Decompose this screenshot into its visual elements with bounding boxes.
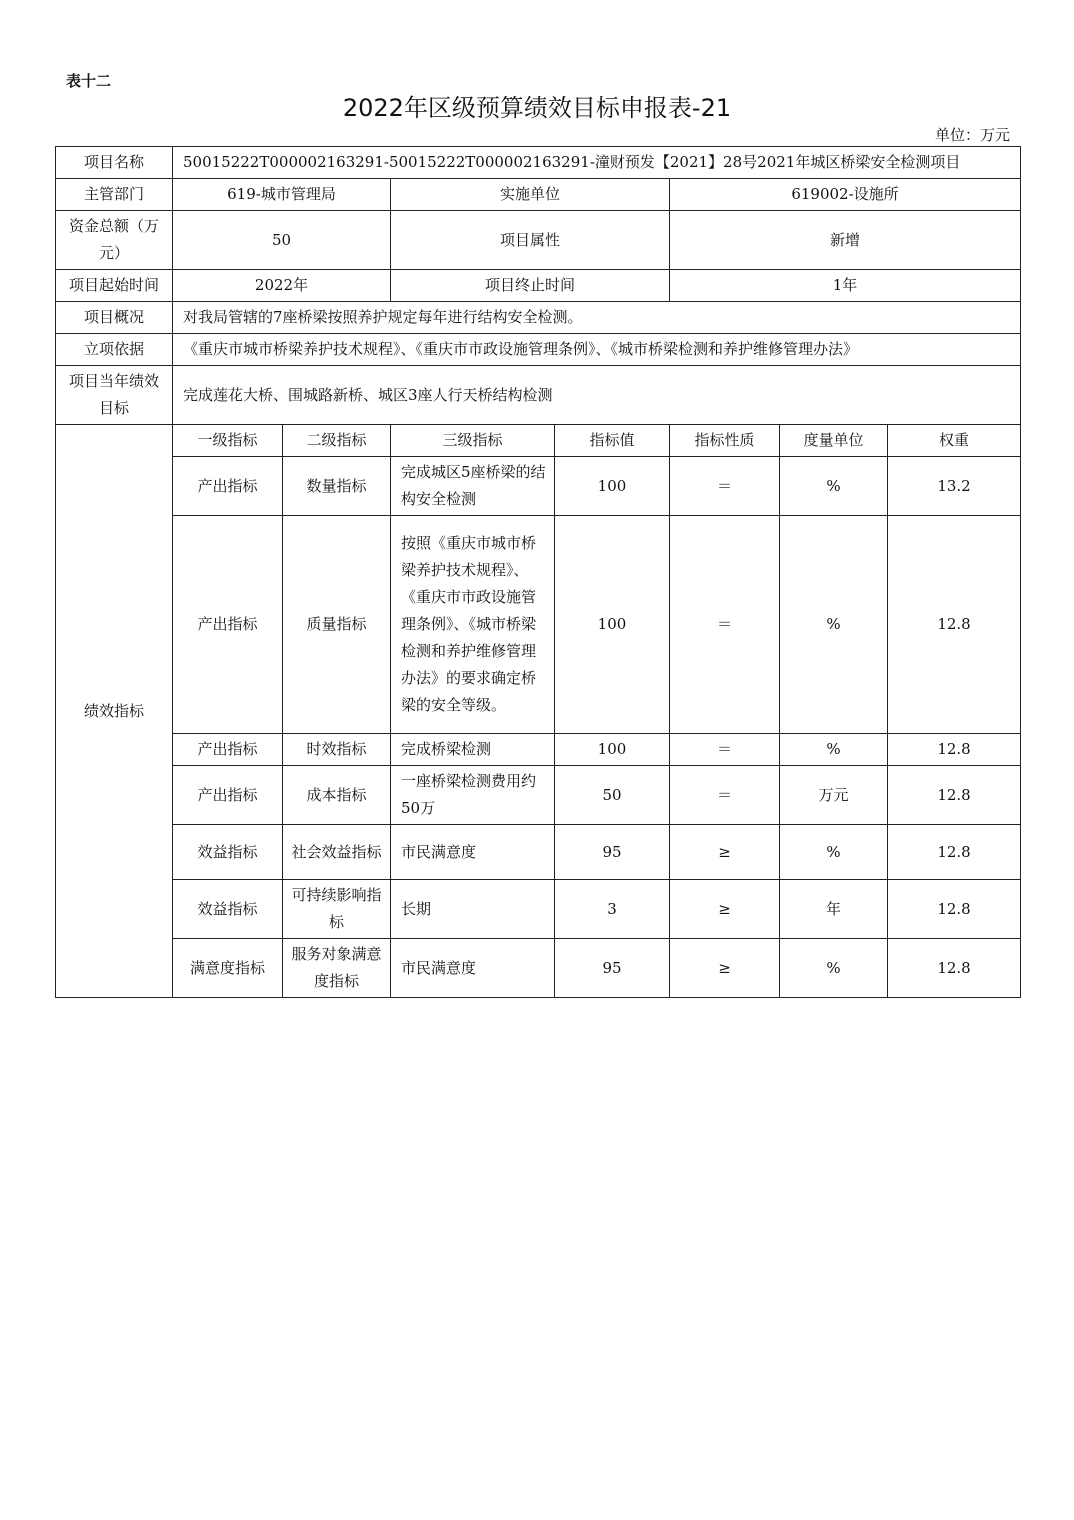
cell-nature: ≥ — [670, 939, 780, 998]
start-label: 项目起始时间 — [56, 270, 173, 302]
cell-weight: 12.8 — [888, 939, 1021, 998]
row-goal — [56, 366, 1021, 425]
attr-value: 新增 — [670, 211, 1021, 270]
header-l3: 三级指标 — [391, 425, 555, 457]
cell-l3: 按照《重庆市城市桥梁养护技术规程》、《重庆市市政设施管理条例》、《城市桥梁检测和养护维修管理办法》的要求确定桥梁的安全等级。 — [391, 516, 555, 734]
goal-value: 完成莲花大桥、围城路新桥、城区3座人行天桥结构检测 — [173, 366, 1021, 425]
cell-unit: 年 — [780, 880, 888, 939]
cell-l2: 成本指标 — [283, 766, 391, 825]
cell-unit: 万元 — [780, 766, 888, 825]
cell-l3: 长期 — [391, 880, 555, 939]
header-nature: 指标性质 — [670, 425, 780, 457]
cell-l3: 市民满意度 — [391, 939, 555, 998]
cell-value: 50 — [555, 766, 670, 825]
indicator-header-row — [56, 425, 1021, 457]
attr-label: 项目属性 — [391, 211, 670, 270]
cell-weight: 12.8 — [888, 516, 1021, 734]
basis-value: 《重庆市城市桥梁养护技术规程》、《重庆市市政设施管理条例》、《城市桥梁检测和养护维修管理办法》 — [173, 334, 1021, 366]
cell-value: 95 — [555, 939, 670, 998]
cell-unit: % — [780, 825, 888, 880]
header-value: 指标值 — [555, 425, 670, 457]
table-row — [56, 939, 1021, 998]
cell-unit: % — [780, 457, 888, 516]
cell-value: 3 — [555, 880, 670, 939]
cell-unit: % — [780, 734, 888, 766]
dept-label: 主管部门 — [56, 179, 173, 211]
cell-weight: 13.2 — [888, 457, 1021, 516]
cell-nature: ＝ — [670, 766, 780, 825]
table-row — [56, 825, 1021, 880]
indicators-section-label: 绩效指标 — [56, 425, 173, 998]
cell-l1: 效益指标 — [173, 825, 283, 880]
impl-label: 实施单位 — [391, 179, 670, 211]
cell-weight: 12.8 — [888, 766, 1021, 825]
cell-nature: ≥ — [670, 825, 780, 880]
cell-l2: 可持续影响指标 — [283, 880, 391, 939]
header-l1: 一级指标 — [173, 425, 283, 457]
cell-l2: 质量指标 — [283, 516, 391, 734]
project-name-value: 50015222T000002163291-50015222T000002163291-潼财预发【2021】28号2021年城区桥梁安全检测项目 — [173, 147, 1021, 179]
project-name-label: 项目名称 — [56, 147, 173, 179]
header-weight: 权重 — [888, 425, 1021, 457]
cell-l2: 时效指标 — [283, 734, 391, 766]
start-value: 2022年 — [173, 270, 391, 302]
cell-l3: 市民满意度 — [391, 825, 555, 880]
cell-l2: 社会效益指标 — [283, 825, 391, 880]
cell-nature: ＝ — [670, 516, 780, 734]
row-period — [56, 270, 1021, 302]
cell-weight: 12.8 — [888, 734, 1021, 766]
cell-unit: % — [780, 939, 888, 998]
row-dept — [56, 179, 1021, 211]
basis-label: 立项依据 — [56, 334, 173, 366]
cell-l2: 数量指标 — [283, 457, 391, 516]
fund-label: 资金总额（万元） — [56, 211, 173, 270]
cell-weight: 12.8 — [888, 880, 1021, 939]
end-label: 项目终止时间 — [391, 270, 670, 302]
page-title: 2022年区级预算绩效目标申报表-21 — [342, 94, 732, 122]
header-l2: 二级指标 — [283, 425, 391, 457]
fund-value: 50 — [173, 211, 391, 270]
cell-l1: 产出指标 — [173, 516, 283, 734]
cell-nature: ＝ — [670, 457, 780, 516]
table-row — [56, 457, 1021, 516]
cell-weight: 12.8 — [888, 825, 1021, 880]
cell-nature: ≥ — [670, 880, 780, 939]
goal-label: 项目当年绩效目标 — [56, 366, 173, 425]
cell-l1: 效益指标 — [173, 880, 283, 939]
impl-value: 619002-设施所 — [670, 179, 1021, 211]
end-value: 1年 — [670, 270, 1021, 302]
row-fund — [56, 211, 1021, 270]
cell-l1: 产出指标 — [173, 766, 283, 825]
row-basis — [56, 334, 1021, 366]
overview-value: 对我局管辖的7座桥梁按照养护规定每年进行结构安全检测。 — [173, 302, 1021, 334]
table-row — [56, 516, 1021, 734]
cell-unit: % — [780, 516, 888, 734]
cell-l3: 完成城区5座桥梁的结构安全检测 — [391, 457, 555, 516]
header-unit: 度量单位 — [780, 425, 888, 457]
cell-value: 95 — [555, 825, 670, 880]
cell-l1: 产出指标 — [173, 457, 283, 516]
cell-value: 100 — [555, 457, 670, 516]
table-number-label: 表十二 — [66, 72, 112, 90]
cell-l3: 完成桥梁检测 — [391, 734, 555, 766]
table-row — [56, 766, 1021, 825]
row-project-name — [56, 147, 1021, 179]
cell-value: 100 — [555, 734, 670, 766]
cell-l1: 产出指标 — [173, 734, 283, 766]
table-row — [56, 734, 1021, 766]
row-overview — [56, 302, 1021, 334]
dept-value: 619-城市管理局 — [173, 179, 391, 211]
cell-l2: 服务对象满意度指标 — [283, 939, 391, 998]
performance-target-table — [55, 146, 1021, 998]
overview-label: 项目概况 — [56, 302, 173, 334]
cell-value: 100 — [555, 516, 670, 734]
cell-l3: 一座桥梁检测费用约50万 — [391, 766, 555, 825]
cell-l1: 满意度指标 — [173, 939, 283, 998]
unit-note: 单位：万元 — [934, 126, 1010, 144]
table-row — [56, 880, 1021, 939]
cell-nature: ＝ — [670, 734, 780, 766]
